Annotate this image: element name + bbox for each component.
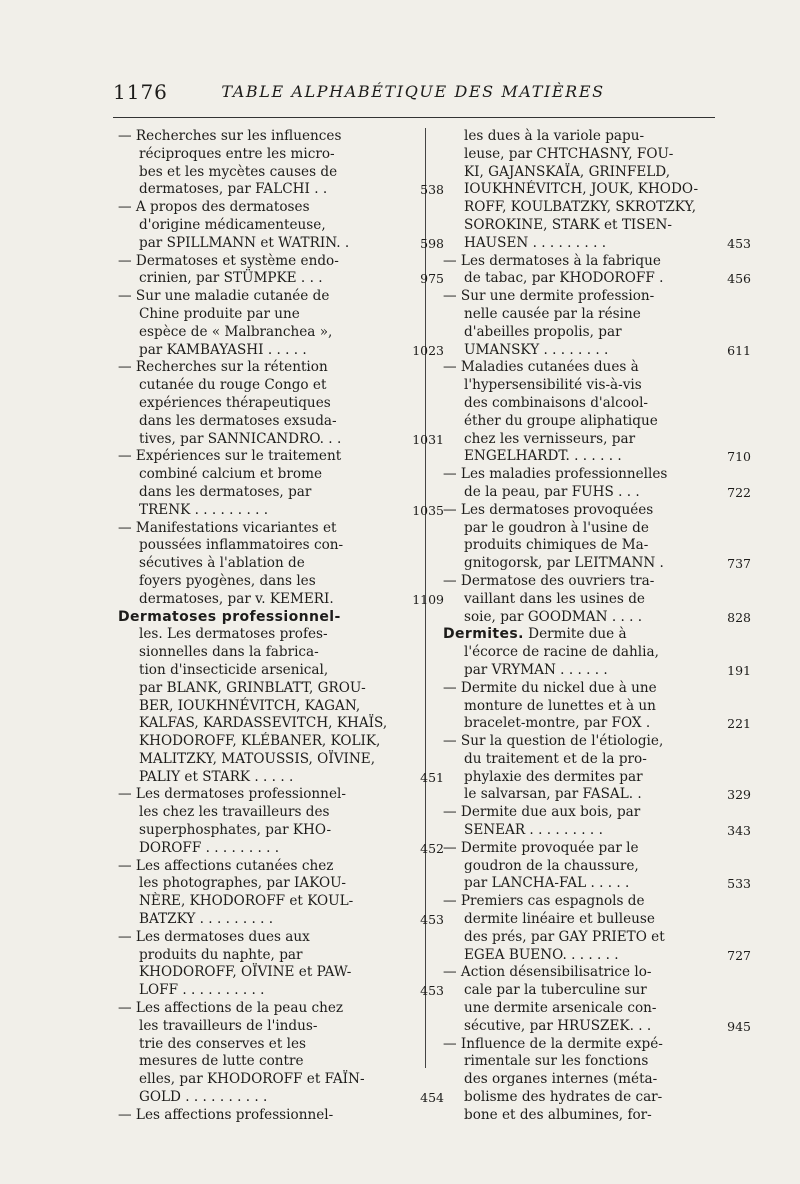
index-entry — [443, 804, 751, 840]
entry-line: des prés, par GAY PRIETO et — [464, 928, 665, 945]
page-reference: 1035 — [412, 502, 444, 518]
entry-line: TRENK . . . . . . . . . 1035 — [139, 501, 444, 518]
entry-line: ROFF, KOULBATZKY, SKROTZKY, — [464, 199, 697, 216]
entry-line: — Les dermatoses professionnel- — [118, 786, 346, 803]
entry-line: crinien, par STÜMPKE . . . 975 — [139, 270, 444, 287]
index-entry — [118, 928, 444, 1000]
entry-line: les dues à la variole papu- — [464, 128, 645, 144]
entry-line: — Expériences sur le traitement — [118, 448, 342, 465]
index-entry — [118, 128, 444, 199]
entry-line: IOUKHNÉVITCH, JOUK, KHODO- — [464, 181, 699, 198]
entry-line: SENEAR . . . . . . . . . 343 — [464, 822, 751, 839]
index-entry — [118, 608, 444, 787]
entry-line: — Dermatoses et système endo- — [118, 252, 339, 269]
entry-line: de la peau, par FUHS . . . 722 — [464, 483, 751, 500]
entry-line: KHODOROFF, OÏVINE et PAW- — [139, 964, 352, 981]
entry-line: tion d'insecticide arsenical, — [139, 661, 329, 678]
page-reference: 343 — [727, 823, 751, 839]
entry-line: des organes internes (méta- — [464, 1071, 658, 1088]
index-entry — [443, 893, 751, 964]
page-reference: 598 — [420, 235, 444, 251]
index-entry — [118, 1107, 404, 1125]
entry-line: cale par la tuberculine sur — [464, 982, 647, 999]
entry-line: Chine produite par une — [139, 305, 300, 322]
entry-line: vaillant dans les usines de — [464, 590, 645, 607]
entry-line: SOROKINE, STARK et TISEN- — [464, 216, 672, 233]
page-reference: 191 — [727, 662, 751, 678]
entry-line: dans les dermatoses exsuda- — [139, 412, 337, 429]
entry-line: produits chimiques de Ma- — [464, 537, 649, 554]
page-reference: 722 — [727, 484, 751, 500]
entry-line: par LANCHA-FAL . . . . . 533 — [464, 875, 751, 892]
entry-line: les travailleurs de l'indus- — [139, 1017, 318, 1034]
entry-line: cutanée du rouge Congo et — [139, 377, 327, 394]
entry-line: DOROFF . . . . . . . . . 452 — [139, 839, 444, 856]
page-header — [113, 80, 713, 110]
entry-line: par SPILLMANN et WATRIN. . 598 — [139, 234, 444, 251]
entry-line: — Dermatose des ouvriers tra- — [443, 572, 655, 589]
entry-line: du traitement et de la pro- — [464, 750, 647, 767]
entry-line: — Les dermatoses provoquées — [443, 501, 654, 518]
entry-line: superphosphates, par KHO- — [139, 822, 332, 839]
entry-line: ENGELHARDT. . . . . . . 710 — [464, 448, 751, 465]
entry-line: elles, par KHODOROFF et FAÏN- — [139, 1071, 365, 1088]
right-column — [443, 128, 751, 1125]
entry-line: MALITZKY, MATOUSSIS, OÏVINE, — [139, 750, 376, 767]
entry-line: réciproques entre les micro- — [139, 145, 335, 162]
page-reference: 451 — [420, 769, 444, 785]
index-entry — [118, 519, 444, 609]
entry-line: HAUSEN . . . . . . . . . 453 — [464, 234, 751, 251]
entry-line: GOLD . . . . . . . . . . 454 — [139, 1089, 444, 1106]
index-entry — [443, 839, 751, 893]
page-reference: 1109 — [412, 591, 444, 607]
page-reference: 828 — [727, 609, 751, 625]
entry-line: de tabac, par KHODOROFF . 456 — [464, 270, 751, 287]
entry-line: — Les dermatoses dues aux — [118, 928, 310, 945]
entry-line: d'abeilles propolis, par — [464, 323, 622, 340]
entry-line: par VRYMAN . . . . . . 191 — [464, 661, 751, 678]
index-entry — [443, 252, 751, 289]
entry-line: le salvarsan, par FASAL. . 329 — [464, 786, 751, 803]
entry-line: l'écorce de racine de dahlia, — [464, 644, 659, 661]
page-reference: 1031 — [412, 431, 444, 447]
page-reference: 1023 — [412, 342, 444, 358]
entry-line: — A propos des dermatoses — [118, 199, 310, 216]
page-number: 1176 — [113, 80, 168, 104]
index-entry — [443, 501, 751, 573]
entry-line: dermite linéaire et bulleuse — [464, 911, 655, 928]
entry-line: — Manifestations vicariantes et — [118, 519, 337, 536]
entry-line: UMANSKY . . . . . . . . 611 — [464, 341, 751, 358]
entry-line: bracelet-montre, par FOX . 221 — [464, 715, 751, 732]
entry-line: KHODOROFF, KLÉBANER, KOLIK, — [139, 733, 381, 750]
entry-line: phylaxie des dermites par — [464, 768, 643, 785]
entry-line: rimentale sur les fonctions — [464, 1053, 649, 1070]
entry-line: — Recherches sur la rétention — [118, 359, 328, 376]
entry-line: — Les affections cutanées chez — [118, 857, 334, 874]
entry-line: par KAMBAYASHI . . . . . 1023 — [139, 341, 444, 358]
entry-line: NÈRE, KHODOROFF et KOUL- — [139, 893, 354, 910]
entry-line: — Les affections de la peau chez — [118, 1000, 344, 1017]
entry-line: combiné calcium et brome — [139, 466, 322, 483]
entry-line: espèce de « Malbranchea », — [139, 323, 333, 340]
entry-line: BER, IOUKHNÉVITCH, KAGAN, — [139, 697, 361, 714]
entry-line: par le goudron à l'usine de — [464, 519, 649, 536]
running-title: TABLE ALPHABÉTIQUE DES MATIÈRES — [221, 82, 605, 101]
page-reference: 453 — [727, 235, 751, 251]
entry-line: les chez les travailleurs des — [139, 804, 330, 821]
page-reference: 727 — [727, 947, 751, 963]
index-entry — [443, 466, 751, 502]
page-reference: 452 — [420, 840, 444, 856]
index-entry — [118, 199, 444, 252]
entry-line: — Les affections professionnel- — [118, 1106, 334, 1123]
entry-line: — Les dermatoses à la fabrique — [443, 252, 661, 269]
index-entry — [443, 733, 751, 804]
index-entry — [118, 252, 444, 289]
entry-line: produits du naphte, par — [139, 946, 303, 963]
index-entry — [443, 1036, 715, 1125]
entry-line: soie, par GOODMAN . . . . 828 — [464, 608, 751, 625]
entry-line: sécutive, par HRUSZEK. . . 945 — [464, 1017, 751, 1034]
entry-line: les photographes, par IAKOU- — [139, 875, 346, 892]
index-entry — [118, 857, 444, 929]
entry-line: bolisme des hydrates de car- — [464, 1089, 663, 1106]
index-entry — [118, 786, 444, 857]
entry-line: sécutives à l'ablation de — [139, 555, 305, 572]
page-reference: 533 — [727, 876, 751, 892]
page-reference: 329 — [727, 787, 751, 803]
index-entry — [118, 359, 444, 448]
entry-line: nelle causée par la résine — [464, 305, 641, 322]
entry-line: — Dermite du nickel due à une — [443, 679, 657, 696]
entry-line: dans les dermatoses, par — [139, 483, 312, 500]
entry-line: expériences thérapeutiques — [139, 394, 331, 411]
entry-line: KALFAS, KARDASSEVITCH, KHAÏS, — [139, 715, 388, 732]
index-entry — [118, 288, 444, 359]
entry-line: — Recherches sur les influences — [118, 128, 342, 144]
entry-line: Dermites. Dermite due à — [443, 626, 627, 643]
entry-line: — Maladies cutanées dues à — [443, 359, 639, 376]
entry-line: dermatoses, par FALCHI . . 538 — [139, 181, 444, 198]
index-entry — [443, 626, 751, 679]
entry-line: bone et des albumines, for- — [464, 1106, 652, 1123]
entry-line: chez les vernisseurs, par — [464, 430, 636, 447]
page-reference: 453 — [420, 912, 444, 928]
entry-line: Dermatoses professionnel- — [118, 608, 341, 625]
entry-line: EGEA BUENO. . . . . . . 727 — [464, 946, 751, 963]
entry-line: leuse, par CHTCHASNY, FOU- — [464, 145, 674, 162]
page-reference: 456 — [727, 271, 751, 287]
entry-line: des combinaisons d'alcool- — [464, 394, 649, 411]
page-reference: 221 — [727, 716, 751, 732]
index-entry — [443, 128, 751, 253]
entry-line: éther du groupe aliphatique — [464, 412, 658, 429]
entry-line: PALIY et STARK . . . . . 451 — [139, 768, 444, 785]
entry-line: LOFF . . . . . . . . . . 453 — [139, 982, 444, 999]
entry-line: gnitogorsk, par LEITMANN . 737 — [464, 555, 751, 572]
page-reference: 710 — [727, 449, 751, 465]
entry-line: — Dermite provoquée par le — [443, 839, 639, 856]
page-reference: 975 — [420, 271, 444, 287]
entry-line: BATZKY . . . . . . . . . 453 — [139, 911, 444, 928]
entry-line: poussées inflammatoires con- — [139, 537, 344, 554]
entry-line: goudron de la chaussure, — [464, 857, 639, 874]
page-reference: 611 — [727, 342, 751, 358]
entry-line: — Sur la question de l'étiologie, — [443, 733, 664, 750]
entry-line: — Dermite due aux bois, par — [443, 804, 641, 821]
index-entry — [443, 288, 751, 359]
header-rule — [113, 117, 715, 118]
index-entry — [443, 679, 751, 733]
entry-line: l'hypersensibilité vis-à-vis — [464, 377, 642, 394]
entry-line: sionnelles dans la fabrica- — [139, 644, 319, 661]
entry-line: d'origine médicamenteuse, — [139, 216, 326, 233]
entry-line: les. Les dermatoses profes- — [139, 626, 328, 643]
index-entry — [118, 448, 444, 519]
entry-line: mesures de lutte contre — [139, 1053, 304, 1070]
entry-line: — Sur une dermite profession- — [443, 288, 655, 305]
entry-line: — Premiers cas espagnols de — [443, 893, 645, 910]
entry-line: — Les maladies professionnelles — [443, 466, 668, 483]
page-reference: 538 — [420, 182, 444, 198]
entry-line: trie des conserves et les — [139, 1035, 307, 1052]
entry-line: — Action désensibilisatrice lo- — [443, 964, 652, 981]
left-column — [118, 128, 444, 1125]
entry-line: tives, par SANNICANDRO. . . 1031 — [139, 430, 444, 447]
page-reference: 945 — [727, 1018, 751, 1034]
index-entry — [443, 359, 751, 466]
page-reference: 454 — [420, 1090, 444, 1106]
index-entry — [443, 572, 751, 626]
entry-line: bes et les mycètes causes de — [139, 163, 338, 180]
page-reference: 737 — [727, 556, 751, 572]
entry-line: — Influence de la dermite expé- — [443, 1035, 663, 1052]
entry-line: — Sur une maladie cutanée de — [118, 288, 330, 305]
index-entry — [443, 964, 751, 1035]
index-entry — [118, 1000, 444, 1107]
entry-line: monture de lunettes et à un — [464, 697, 656, 714]
entry-line: KI, GAJANSKAÏA, GRINFELD, — [464, 163, 671, 180]
entry-line: foyers pyogènes, dans les — [139, 572, 316, 589]
page-reference: 453 — [420, 983, 444, 999]
entry-line: par BLANK, GRINBLATT, GROU- — [139, 679, 366, 696]
entry-line: dermatoses, par v. KEMERI. 1109 — [139, 590, 444, 607]
entry-line: une dermite arsenicale con- — [464, 1000, 657, 1017]
